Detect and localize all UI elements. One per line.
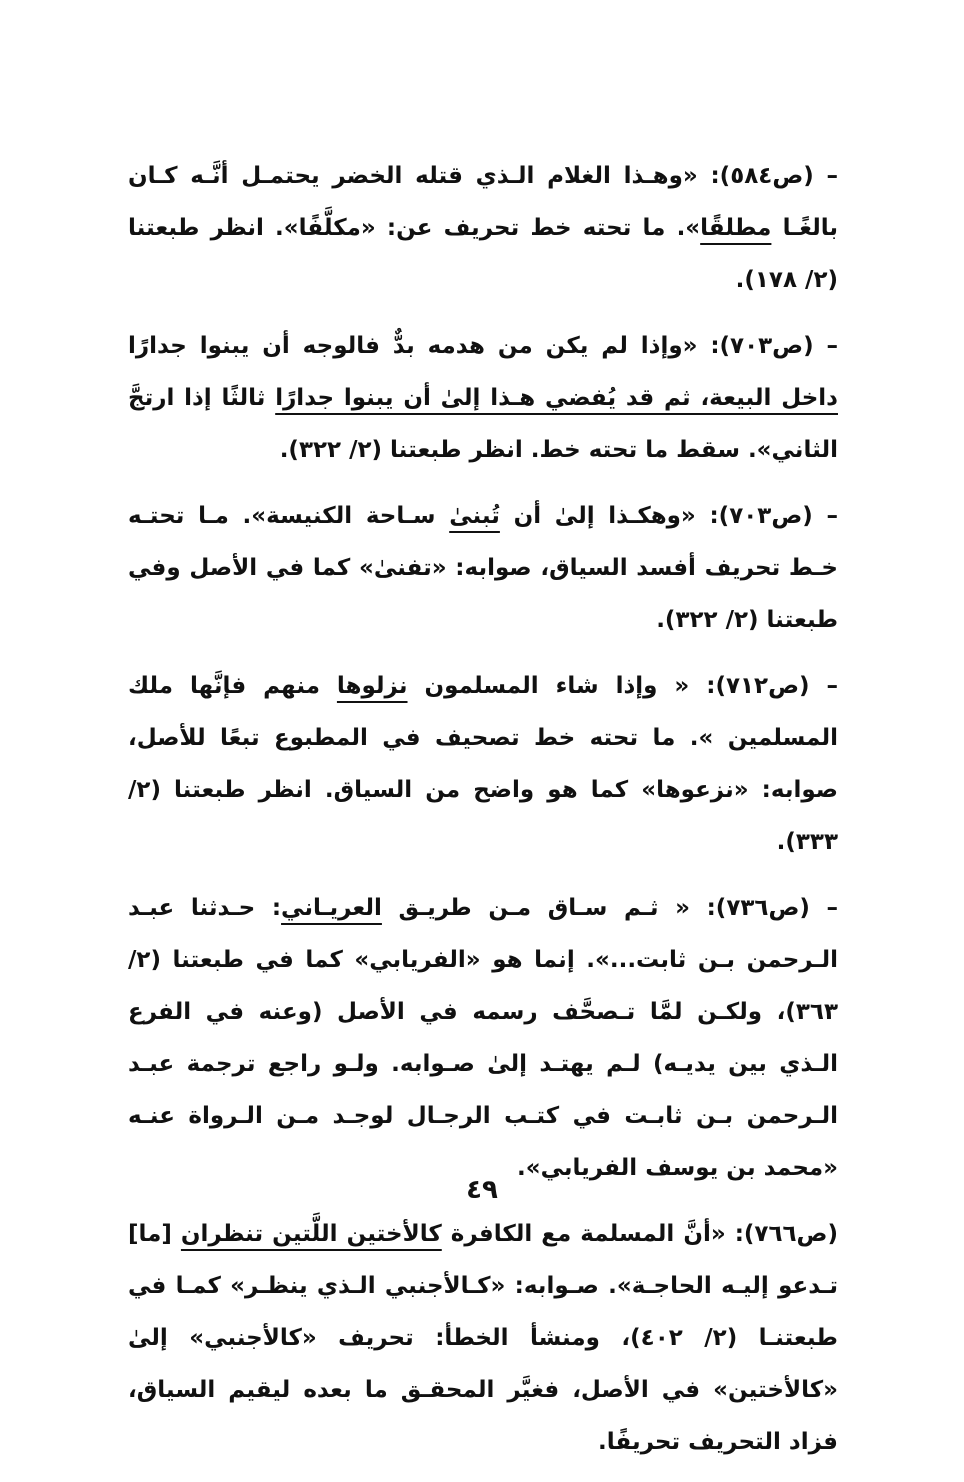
entry-text: ثالثًا إذا ارتجَّ الثاني». سقط ما تحته خط. انظر طبعتنا (٢/ ٣٢٢). [128,385,838,463]
entry-text: – (ص٥٨٤): «وهـذا الغلام الـذي قتله الخضر يحتمـل أنَّـه كـان بالغًـا [128,163,838,241]
underlined-text: داخل البيعة، ثم قد يُفضي هـذا إلىٰ أن يبنوا جدارًا [275,385,838,411]
underlined-text: تُبنىٰ [449,503,500,529]
entry-text: [ما] تـدعو إليـه الحاجـة». صـوابه: «كـالأجنبي الـذي ينظـر» كمـا في طبعتنـا (٢/ ٤٠٢)، ومنشأ الخطأ: تحريف «كالأجنبي» إلىٰ «كالأختين» في الأصل، فغيَّر المحقـق ما بعده ليقيم السياق، فزاد التحريف تحريفًا. [128,1221,838,1455]
entry-text: منهم فإنَّها ملك المسلمين ». ما تحته خط تصحيف في المطبوع تبعًا للأصل، صوابه: «نزعوها» كما هو واضح من السياق. انظر طبعتنا (٢/ ٣٣٣). [128,673,838,855]
entry-4 [128,660,838,868]
underlined-text: مطلقًا [700,215,772,241]
entry-text: – (ص٧٣٦): « ثـم سـاق مـن طريـق [381,895,839,921]
page-body [128,150,838,1482]
entry-5 [128,882,838,1194]
entry-1 [128,150,838,306]
entry-3 [128,490,838,646]
entry-text: – (ص٧١٢): « وإذا شاء المسلمون [407,673,838,699]
underlined-text: كالأختين اللَّتين تنظران [180,1221,442,1247]
entry-text: (ص٧٦٦): «أنَّ المسلمة مع الكافرة [441,1221,838,1247]
underlined-text: نزلوها [336,673,408,699]
entry-text: ». ما تحته خط تحريف عن: «مكلَّفًا». انظر طبعتنا (٢/ ١٧٨). [128,215,838,293]
entry-2 [128,320,838,476]
page-number: ٤٩ [466,1175,498,1205]
entry-text: – (ص٧٠٣): «وإذا لم يكن من هدمه بدٌّ فالوجه أن يبنوا جدارًا [128,333,838,359]
entry-text: : حـدثنا عبـد الـرحمن بـن ثابت...». إنما هو «الفريابي» كما في طبعتنا (٢/ ٣٦٣)، ولكـن لمَّا تـصحَّف رسمه في الأصل (وعنه في الفرع الـذي بين يديـه) لـم يهتـد إلىٰ صـوابه. ولـو راجع ترجمة عبـد الـرحمن بـن ثابـت في كتـب الرجـال لوجـد مـن الـرواة عنـه «محمد بن يوسف الفريابي». [128,895,838,1181]
entry-text: – (ص٧٠٣): «وهكـذا إلىٰ أن [499,503,838,529]
underlined-text: العريـاني [281,895,382,921]
entry-text: سـاحة الكنيسة». مـا تحتـه خـط تحريف أفسد السياق، صوابه: «تفنىٰ» كما في الأصل وفي طبعتنا (٢/ ٣٢٢). [128,503,838,633]
entry-6 [128,1208,838,1468]
